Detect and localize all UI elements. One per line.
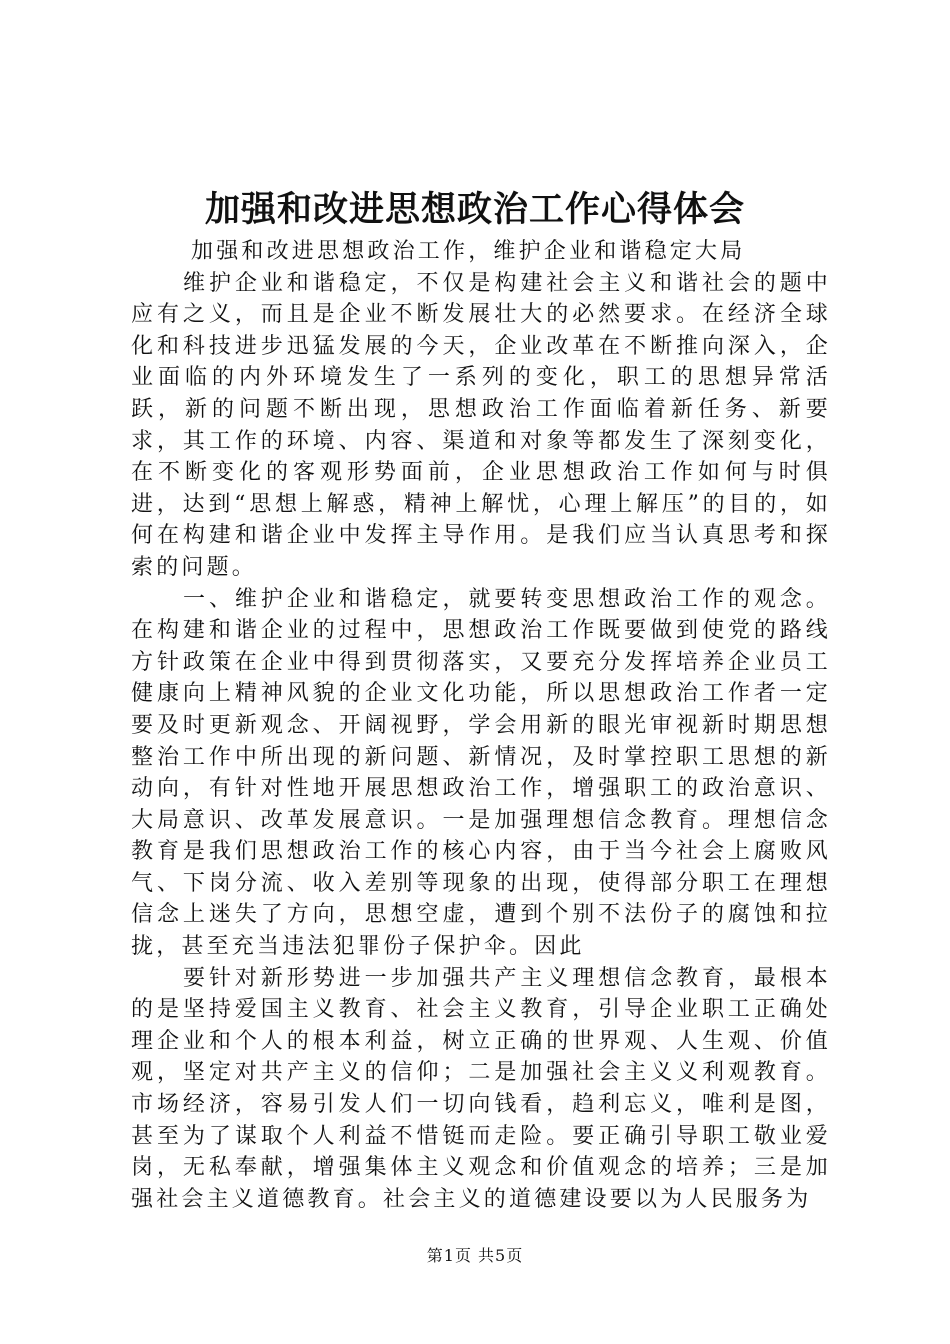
document-title: 加强和改进思想政治工作心得体会 [204,189,745,230]
document-body [131,236,831,1215]
paragraph-2: 一、维护企业和谐稳定，就要转变思想政治工作的观念。在构建和谐企业的过程中，思想政治工作既要做到使党的路线方针政策在企业中得到贯彻落实，又要充分发挥培养企业员工健康向上精神风貌的企业文化功能，所以思想政治工作者一定要及时更新观念、开阔视野，学会用新的眼光审视新时期思想整治工作中所出现的新问题、新情况，及时掌控职工思想的新动向，有针对性地开展思想政治工作，增强职工的政治意识、大局意识、改革发展意识。一是加强理想信念教育。理想信念教育是我们思想政治工作的核心内容，由于当今社会上腐败风气、下岗分流、收入差别等现象的出现，使得部分职工在理想信念上迷失了方向，思想空虚，遭到个别不法份子的腐蚀和拉拢，甚至充当违法犯罪份子保护伞。因此 [131,586,831,960]
paragraph-3: 要针对新形势进一步加强共产主义理想信念教育，最根本的是坚持爱国主义教育、社会主义教育，引导企业职工正确处理企业和个人的根本利益，树立正确的世界观、人生观、价值观，坚定对共产主义的信仰；二是加强社会主义义利观教育。市场经济，容易引发人们一切向钱看，趋利忘义，唯利是图，甚至为了谋取个人利益不惜铤而走险。要正确引导职工敬业爱岗，无私奉献，增强集体主义观念和价值观念的培养；三是加强社会主义道德教育。社会主义的道德建设要以为人民服务为 [131,965,831,1212]
page-footer: 第1页 共5页 [426,1246,524,1265]
paragraph-1: 维护企业和谐稳定，不仅是构建社会主义和谐社会的题中应有之义，而且是企业不断发展壮大的必然要求。在经济全球化和科技进步迅猛发展的今天，企业改革在不断推向深入，企业面临的内外环境发生了一系列的变化，职工的思想异常活跃，新的问题不断出现，思想政治工作面临着新任务、新要求，其工作的环境、内容、渠道和对象等都发生了深刻变化，在不断变化的客观形势面前，企业思想政治工作如何与时俱进，达到“思想上解惑，精神上解忧，心理上解压”的目的，如何在构建和谐企业中发挥主导作用。是我们应当认真思考和探索的问题。 [131,270,831,580]
document-subheading: 加强和改进思想政治工作，维护企业和谐稳定大局 [191,239,746,264]
